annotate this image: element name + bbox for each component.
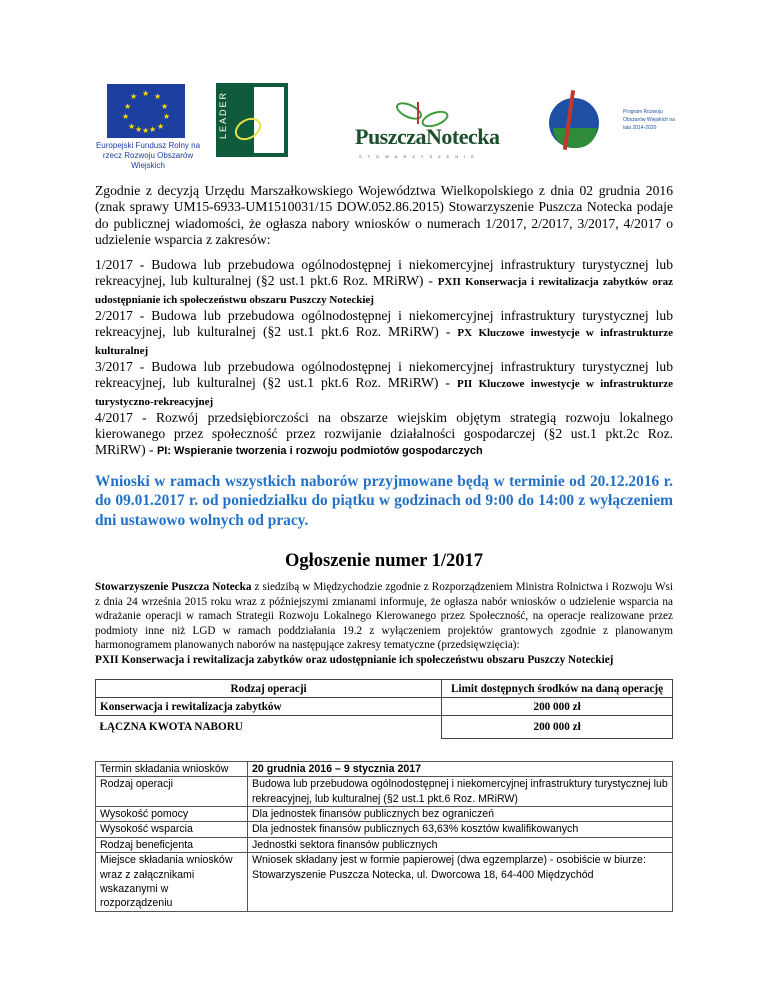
logo-bar xyxy=(0,80,768,172)
puszcza-sub: STOWARZYSZENIE xyxy=(359,154,480,159)
header-cell: Rodzaj operacji xyxy=(96,680,442,698)
prow-text: Program Rozwoju Obszarów Wiejskich na lata 2014-2020 xyxy=(623,109,675,131)
table-row: Wysokość wsparcia Dla jednostek finansów publicznych 63,63% kosztów kwalifikowanych xyxy=(96,822,673,837)
intro-paragraph: Zgodnie z decyzją Urzędu Marszałkowskiego Województwa Wielkopolskiego z dnia 02 grudnia 2016 (znak sprawy UM15-6933-UM1510031/15 DOW.052.86.2015) Stowarzyszenie Puszcza Notecka podaje do publicznej wiadomości, że ogłasza nabory wniosków o numerach 1/2017, 2/2017, 3/2017, 4/2017 o udzielenie wsparcia z zakresów: xyxy=(95,183,673,247)
call-item: 3/2017 - Budowa lub przebudowa ogólnodostępnej i niekomercyjnej infrastruktury turystycznej lub rekreacyjnej, lub kulturalnej (§2 ust.1 pkt.6 Roz. MRiRW) - PII Kluczowe inwestycje w infrastrukturze turystyczno-rekreacyjnej xyxy=(95,358,673,408)
leader-logo xyxy=(216,83,288,157)
announcement-heading: Ogłoszenie numer 1/2017 xyxy=(284,551,483,572)
prow-logo xyxy=(537,84,687,158)
table-row: Termin składania wniosków 20 grudnia 2016 – 9 stycznia 2017 xyxy=(96,761,673,776)
header-cell: Limit dostępnych środków na daną operację xyxy=(442,680,673,698)
puszcza-name: PuszczaNotecka xyxy=(355,124,500,149)
table-row: Rodzaj beneficjenta Jednostki sektora finansów publicznych xyxy=(96,837,673,852)
eu-flag-logo: ★ ★ ★ ★ ★ ★ ★ ★ ★ ★ ★ ★ xyxy=(107,84,185,138)
table-row: Miejsce składania wniosków wraz z załącznikami wskazanymi w rozporządzeniu Wniosek składany jest w formie papierowej (dwa egzemplarze) - osobiście w biurze: Stowarzyszenie Puszcza Notecka, ul. Dworcowa 18, 64-400 Międzychód xyxy=(96,853,673,912)
call-item: 1/2017 - Budowa lub przebudowa ogólnodostępnej i niekomercyjnej infrastruktury turystycznej lub rekreacyjnej, lub kulturalnej (§2 ust.1 pkt.6 Roz. MRiRW) - PXII Konserwacja i rewitalizacja zabytków oraz udostępnianie ich społeczeństwu obszaru Puszczy Noteckiej xyxy=(95,257,673,306)
leader-text: LEADER xyxy=(218,91,228,140)
puszcza-notecka-logo xyxy=(355,102,525,162)
table-cell: 200 000 zł xyxy=(442,716,673,739)
details-table xyxy=(95,761,673,912)
topic: PXII Konserwacja i rewitalizacja zabytków oraz udostępnianie ich społeczeństwu obszaru Puszczy Noteckiej xyxy=(95,653,614,666)
table-row: Wysokość pomocy Dla jednostek finansów publicznych bez ograniczeń xyxy=(96,806,673,821)
eu-fund-caption: Europejski Fundusz Rolny na rzecz Rozwoju Obszarów Wiejskich xyxy=(95,141,201,170)
limits-wrap xyxy=(95,679,673,739)
details-wrap xyxy=(95,761,673,912)
table-cell: ŁĄCZNA KWOTA NABORU xyxy=(99,721,243,734)
table-row: Rodzaj operacji Budowa lub przebudowa ogólnodostępnej i niekomercyjnej infrastruktury turystycznej lub rekreacyjnej, lub kulturalnej (§2 ust.1 pkt.6 Roz. MRiRW) xyxy=(96,777,673,807)
table-cell: Konserwacja i rewitalizacja zabytków xyxy=(96,698,442,716)
call-item: 2/2017 - Budowa lub przebudowa ogólnodostępnej i niekomercyjnej infrastruktury turystycznej lub rekreacyjnej, lub kulturalnej (§2 ust.1 pkt.6 Roz. MRiRW) - PX Kluczowe inwestycje w infrastrukturze kulturalnej xyxy=(95,308,673,357)
call-list xyxy=(95,257,673,460)
limits-table xyxy=(95,679,673,739)
deadline-notice: Wnioski w ramach wszystkich naborów przyjmowane będą w terminie od 20.12.2016 r. do 09.01.2017 r. od poniedziałku do piątku w godzinach od 9:00 do 14:00 z wyłączeniem dni ustawowo wolnych od pracy. xyxy=(95,472,673,529)
announcement-paragraph: Stowarzyszenie Puszcza Notecka z siedzibą w Międzychodzie zgodnie z Rozporządzeniem Ministra Rolnictwa i Rozwoju Wsi z dnia 24 września 2015 roku wraz z późniejszymi zmianami informuje, że ogłasza nabór wniosków o udzielenie wsparcia na wdrażanie operacji w ramach Strategii Rozwoju Lokalnego Kierowanego przez Społeczność, na operacje realizowane przez podmioty inne niż LGD w ramach poddziałania 19.2 z wyłączeniem projektów grantowych zgodnie z planowanym harmonogramem planowanych naborów na następujące zakresy tematyczne (przedsięwzięcia): PXII Konserwacja i rewitalizacja zabytków oraz udostępnianie ich społeczeństwu obszaru Puszczy Noteckiej xyxy=(95,581,673,666)
table-cell: 200 000 zł xyxy=(442,698,673,716)
call-item: 4/2017 - Rozwój przedsiębiorczości na obszarze wiejskim objętym strategią rozwoju lokalnego kierowanego przez społeczność przez rozwijanie działalności gospodarczej (§2 ust.1 pkt.2c Roz. MRiRW) - PI: Wspieranie tworzenia i rozwoju podmiotów gospodarczych xyxy=(95,409,673,458)
